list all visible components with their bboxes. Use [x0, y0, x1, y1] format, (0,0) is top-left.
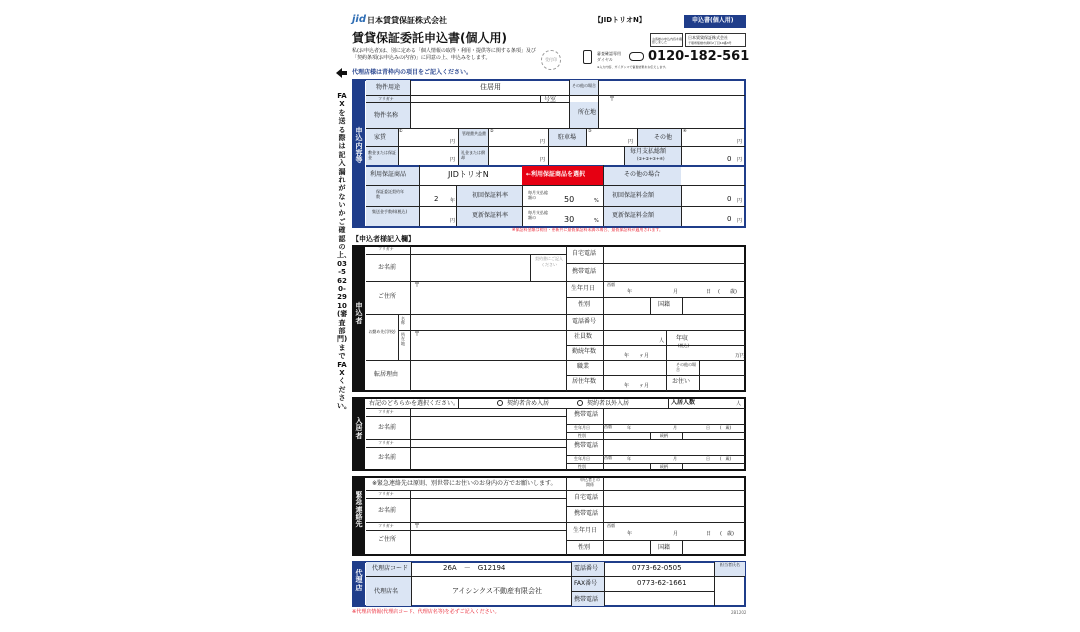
usage-value[interactable]: 住居用 — [480, 83, 501, 91]
freedial-icon — [629, 52, 644, 61]
section-emergency — [352, 476, 746, 556]
radio-other-than-contractor[interactable] — [577, 400, 583, 406]
phone-note: ※入力内容、ガイダンスで審査結果をお伝えします。 — [597, 65, 669, 69]
init-amount-value[interactable]: 0 — [727, 195, 732, 203]
intro-text: 私(お申込者)は、別に定める「個人情報の取得・利用・提供等に関する条項」及び「契約条項(お申込みの内容)」に同意の上、申込みをします。 — [352, 48, 536, 61]
phone-icon — [583, 50, 592, 64]
monthly-total-value[interactable]: 0 — [727, 155, 732, 163]
property-name-label: 物件名称 — [374, 112, 399, 119]
receipt-stamp: 受付印 — [541, 50, 561, 70]
agent-note: ※代理店情報(代理店コード、代理店名等)を必ずご記入ください。 — [352, 609, 500, 615]
plan-select-button[interactable]: ←利用保証商品を選択 — [522, 166, 603, 185]
usage-label: 物件用途 — [376, 84, 401, 91]
confirm-box: お客様の申込内容を確認しました — [650, 33, 683, 47]
form-title: 賃貸保証委託申込書(個人用) — [352, 31, 507, 45]
section-label-application: 申込内容等 — [355, 127, 363, 165]
phone-number[interactable]: 0120-182-561 — [648, 49, 750, 64]
plan-value[interactable]: JIDトリオN — [448, 170, 489, 179]
company-box: 日本賃貸保証株式会社 千葉県船橋市湊町2丁目10番3号 — [685, 33, 746, 47]
form-type-badge: 申込書(個人用) — [684, 15, 746, 28]
init-rate-value[interactable]: 50 — [564, 195, 575, 204]
agent-name-value[interactable]: アイシンクス不動産有限会社 — [452, 587, 542, 595]
agent-phone-value[interactable]: 0773-62-0505 — [632, 564, 682, 572]
doc-code: 2B1202 — [731, 610, 747, 615]
applicant-heading: 【申込者様記入欄】 — [352, 235, 415, 243]
applicant-name-label: お名前 — [378, 264, 397, 271]
renew-amount-value[interactable]: 0 — [727, 215, 732, 223]
term-value[interactable]: 2 — [434, 195, 439, 203]
phone-label: 審査確認専用 — [597, 51, 621, 56]
agent-code-value[interactable]: 26A － G12194 — [443, 564, 506, 572]
radio-with-contractor[interactable] — [497, 400, 503, 406]
fax-side-note: FAXを送る際は記入漏れがないかご確認の上、03-5620-2910(審査部門)までFAXください。 — [337, 92, 351, 411]
agent-notice: 代理店様は青枠内の項目をご記入ください。 — [352, 69, 473, 76]
renew-rate-value[interactable]: 30 — [564, 215, 575, 224]
product-tag: 【JIDトリオN】 — [594, 16, 646, 24]
company-name: 日本賃貸保証株式会社 — [367, 16, 447, 25]
agent-fax-value[interactable]: 0773-62-1661 — [637, 579, 687, 587]
fee-note: ※保証料金額は初回・更新共に最低保証料未満の場合、最低保証料が適用されます。 — [512, 227, 664, 232]
brand-logo: jid — [352, 14, 367, 25]
